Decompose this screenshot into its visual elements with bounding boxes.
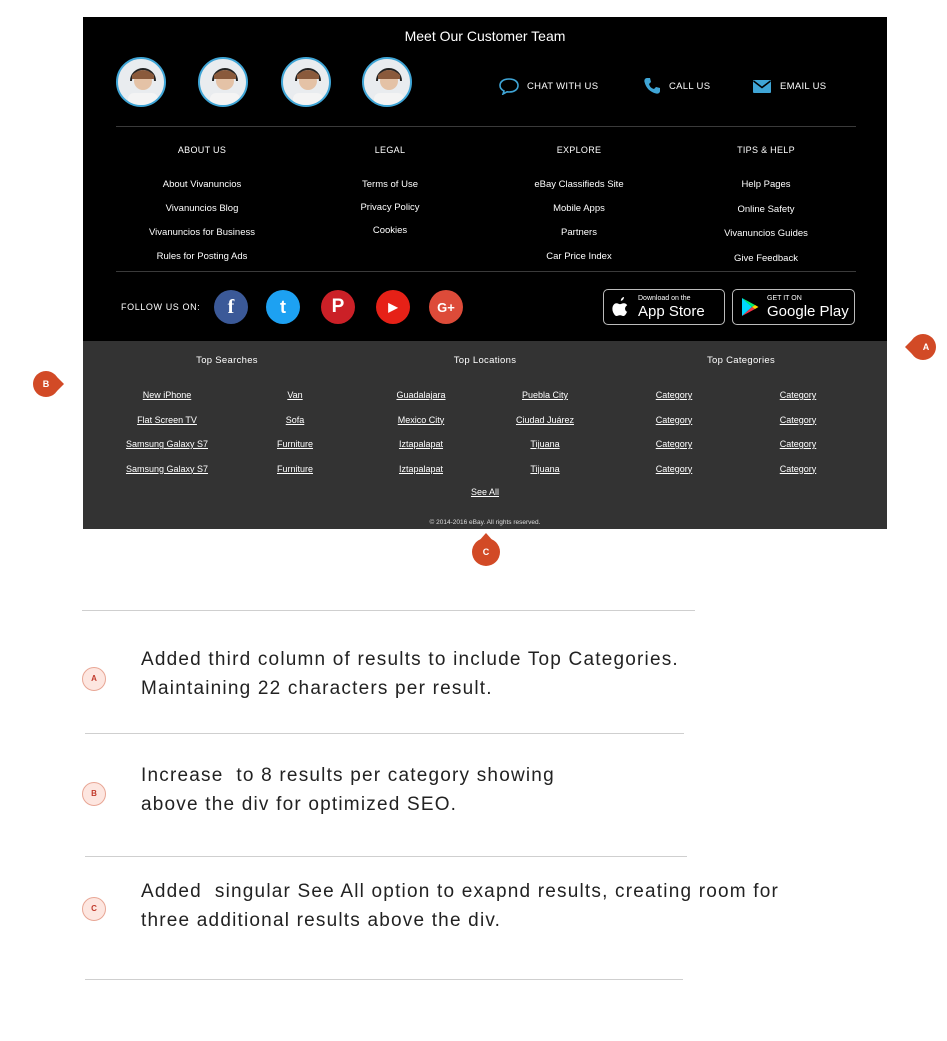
seo-result-link[interactable]: Category	[655, 463, 693, 474]
seo-result-link[interactable]: New iPhone	[142, 390, 192, 400]
google-play-badge[interactable]	[732, 289, 855, 325]
footer-link[interactable]: About Vivanuncios	[162, 179, 242, 190]
seo-result-link[interactable]: Sofa	[285, 414, 305, 425]
seo-results-section	[83, 341, 887, 529]
top-locations-heading: Top Locations	[453, 355, 517, 366]
seo-column	[480, 383, 610, 481]
agent-avatar	[281, 57, 331, 107]
marker-b	[32, 370, 60, 398]
seo-result-link[interactable]: Category	[655, 439, 693, 449]
google-play-icon	[741, 297, 759, 317]
seo-column	[102, 383, 232, 481]
seo-result-link[interactable]: Category	[779, 463, 817, 474]
footer-link[interactable]: Terms of Use	[362, 179, 418, 190]
column-heading: EXPLORE	[556, 145, 602, 155]
seo-result-link[interactable]: Iztapalapat	[398, 463, 444, 474]
seo-result-link[interactable]: Category	[779, 439, 817, 449]
agent-avatar	[116, 57, 166, 107]
seo-result-link[interactable]: Ciudad Juárez	[515, 414, 575, 425]
email-us-link[interactable]	[752, 77, 826, 95]
note-a-line-2: Maintaining 22 characters per result.	[141, 678, 493, 699]
marker-c	[471, 533, 499, 567]
divider	[85, 856, 687, 857]
seo-result-link[interactable]: Puebla City	[521, 390, 569, 400]
chat-with-us-label: CHAT WITH US	[527, 80, 599, 92]
seo-result-link[interactable]: Guadalajara	[396, 390, 446, 400]
follow-us-label: FOLLOW US ON:	[121, 302, 201, 312]
divider	[116, 126, 856, 127]
seo-column	[609, 383, 739, 481]
note-c	[141, 877, 931, 935]
youtube-icon[interactable]: ▶	[376, 290, 410, 324]
footer-link[interactable]: Rules for Posting Ads	[156, 251, 248, 262]
phone-icon	[643, 77, 661, 95]
column-heading: LEGAL	[374, 145, 406, 155]
seo-result-link[interactable]: Iztapalapat	[398, 439, 444, 449]
legal-column	[290, 145, 490, 242]
see-all-link[interactable]: See All	[470, 487, 500, 497]
twitter-icon[interactable]: t	[266, 290, 300, 324]
divider	[82, 610, 695, 611]
seo-column	[230, 383, 360, 481]
note-a	[141, 645, 861, 703]
divider	[85, 733, 684, 734]
footer-link[interactable]: Vivanuncios Blog	[165, 203, 239, 214]
chat-icon	[499, 77, 519, 95]
seo-result-link[interactable]: Samsung Galaxy S7	[125, 439, 209, 449]
seo-result-link[interactable]: Mexico City	[397, 414, 445, 425]
note-b	[141, 761, 861, 819]
divider	[85, 979, 683, 980]
seo-column	[733, 383, 863, 481]
seo-result-link[interactable]: Furniture	[276, 439, 313, 449]
email-icon	[752, 78, 772, 94]
copyright-text: © 2014-2016 eBay. All rights reserved.	[429, 519, 541, 526]
footer-link[interactable]: Car Price Index	[546, 251, 612, 262]
footer-link[interactable]: Give Feedback	[734, 252, 798, 264]
footer-link[interactable]: Cookies	[372, 225, 408, 236]
divider	[116, 271, 856, 272]
google-play-big-text: Google Play	[767, 302, 849, 320]
footer-link[interactable]: eBay Classifieds Site	[534, 179, 624, 190]
google-plus-icon[interactable]: G+	[429, 290, 463, 324]
customer-team-title: Meet Our Customer Team	[404, 28, 566, 44]
column-heading: TIPS & HELP	[737, 145, 795, 155]
note-a-line-1: Added third column of results to include Top Categories.	[141, 649, 679, 670]
explore-column	[479, 145, 679, 269]
note-a-badge: A	[82, 667, 106, 691]
footer-link[interactable]: Partners	[561, 227, 597, 238]
agent-avatar	[362, 57, 412, 107]
top-searches-heading: Top Searches	[196, 355, 258, 366]
marker-b-label: B	[42, 379, 50, 389]
footer-link[interactable]: Privacy Policy	[360, 202, 420, 213]
note-c-line-1: Added singular See All option to exapnd results, creating room for	[141, 881, 780, 902]
footer-link[interactable]: Vivanuncios for Business	[149, 227, 255, 238]
marker-a	[909, 333, 937, 361]
chat-with-us-link[interactable]	[499, 77, 598, 95]
google-play-small-text: GET IT ON	[767, 294, 802, 302]
app-store-badge[interactable]	[603, 289, 725, 325]
app-store-big-text: App Store	[638, 302, 705, 320]
app-store-small-text: Download on the	[638, 294, 691, 302]
seo-result-link[interactable]: Tijuana	[530, 463, 560, 474]
pinterest-icon[interactable]: P	[321, 290, 355, 324]
seo-result-link[interactable]: Category	[655, 414, 693, 425]
seo-result-link[interactable]: Furniture	[276, 463, 313, 474]
column-heading: ABOUT US	[177, 145, 227, 155]
note-b-line-2: above the div for optimized SEO.	[141, 794, 458, 815]
note-b-badge: B	[82, 782, 106, 806]
agent-avatar	[198, 57, 248, 107]
apple-icon	[612, 296, 630, 318]
seo-column	[356, 383, 486, 481]
seo-result-link[interactable]: Van	[287, 390, 303, 400]
facebook-icon[interactable]: f	[214, 290, 248, 324]
call-us-label: CALL US	[669, 80, 711, 92]
footer-link[interactable]: Online Safety	[737, 203, 795, 215]
seo-result-link[interactable]: Tijuana	[530, 439, 560, 449]
note-c-line-2: three additional results above the div.	[141, 910, 502, 931]
footer-link[interactable]: Vivanuncios Guides	[724, 228, 808, 239]
seo-result-link[interactable]: Flat Screen TV	[137, 414, 197, 425]
seo-result-link[interactable]: Category	[779, 414, 817, 425]
about-us-column	[102, 145, 302, 269]
seo-result-link[interactable]: Samsung Galaxy S7	[125, 463, 209, 474]
call-us-link[interactable]	[643, 77, 710, 95]
footer-link[interactable]: Mobile Apps	[553, 203, 605, 214]
footer-mockup	[83, 17, 887, 529]
note-b-line-1: Increase to 8 results per category showing	[141, 765, 555, 786]
footer-link[interactable]: Help Pages	[741, 179, 791, 190]
tips-help-column	[666, 145, 866, 271]
seo-result-link[interactable]: Category	[655, 390, 693, 400]
email-us-label: EMAIL US	[780, 80, 827, 92]
top-categories-heading: Top Categories	[706, 355, 776, 366]
marker-c-label: C	[482, 547, 490, 557]
note-c-badge: C	[82, 897, 106, 921]
seo-result-link[interactable]: Category	[779, 390, 817, 400]
marker-a-label: A	[922, 342, 930, 352]
